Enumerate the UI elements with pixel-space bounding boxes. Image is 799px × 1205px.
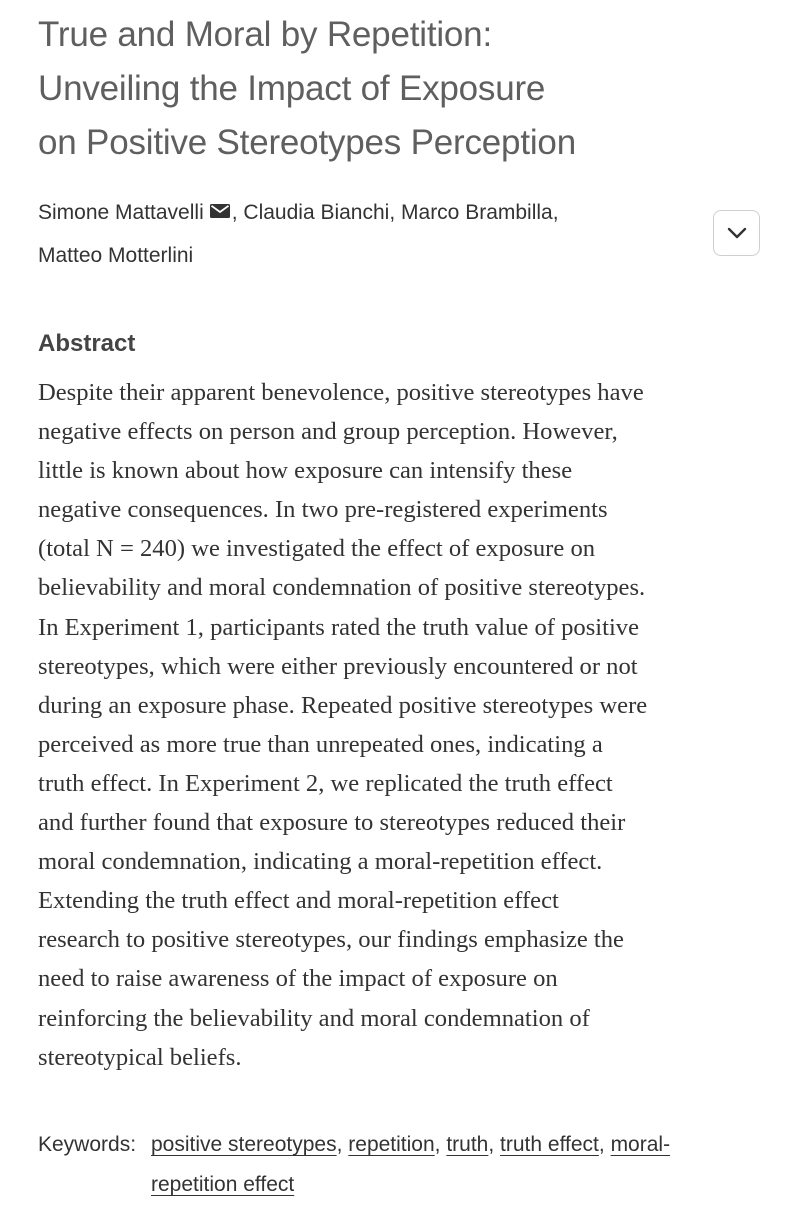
keyword-link[interactable]: moral- [610, 1133, 671, 1156]
keywords-label: Keywords: [38, 1133, 137, 1156]
abstract-line: In Experiment 1, participants rated the truth value of positive [38, 613, 639, 641]
abstract-line: (total N = 240) we investigated the effect of exposure on [38, 535, 596, 563]
abstract-line: little is known about how exposure can intensify these [38, 457, 573, 485]
title-line: True and Moral by Repetition: [38, 15, 492, 54]
author-brambilla[interactable]: Marco Brambilla [401, 201, 553, 224]
chevron-down-icon [727, 227, 747, 239]
abstract-line: moral condemnation, indicating a moral-repetition effect. [38, 848, 603, 876]
keyword-list: positive stereotypes, repetition, truth, truth effect, moral- repetition effect [151, 1133, 671, 1196]
author-motterlini[interactable]: Matteo Motterlini [38, 244, 194, 267]
author-bianchi[interactable]: Claudia Bianchi [243, 201, 390, 224]
abstract-heading: Abstract [38, 330, 136, 357]
abstract-line: and further found that exposure to stereotypes reduced their [38, 809, 626, 837]
abstract-line: perceived as more true than unrepeated ones, indicating a [38, 730, 603, 758]
abstract-line: Despite their apparent benevolence, positive stereotypes have [38, 379, 644, 406]
author-list: Simone Mattavelli , Claudia Bianchi, Marco Brambilla, Matteo Motterlini [38, 201, 559, 267]
abstract-line: stereotypical beliefs. [38, 1043, 242, 1071]
abstract-line: believability and moral condemnation of positive stereotypes. [38, 574, 646, 602]
abstract-line: during an exposure phase. Repeated positive stereotypes were [38, 691, 648, 719]
keyword-link[interactable]: truth effect [500, 1133, 599, 1156]
expand-authors-button[interactable] [713, 210, 760, 256]
keyword-link[interactable]: positive stereotypes [151, 1133, 337, 1156]
author-mattavelli[interactable]: Simone Mattavelli [38, 201, 204, 224]
title-line: on Positive Stereotypes Perception [38, 123, 576, 162]
keyword-link[interactable]: repetition [348, 1133, 435, 1156]
abstract-text [38, 373, 768, 1077]
title-line: Unveiling the Impact of Exposure [38, 69, 546, 108]
abstract-line: research to positive stereotypes, our findings emphasize the [38, 926, 624, 954]
abstract-line: negative effects on person and group perception. However, [38, 418, 618, 446]
article-title [38, 8, 758, 170]
mail-icon[interactable] [210, 204, 230, 218]
keyword-link[interactable]: repetition effect [151, 1173, 295, 1196]
abstract-line: truth effect. In Experiment 2, we replicated the truth effect [38, 769, 613, 797]
abstract-line: Extending the truth effect and moral-repetition effect [38, 887, 559, 915]
abstract-line: reinforcing the believability and moral condemnation of [38, 1004, 590, 1032]
abstract-line: negative consequences. In two pre-registered experiments [38, 496, 608, 524]
abstract-line: need to raise awareness of the impact of exposure on [38, 965, 558, 993]
abstract-line: stereotypes, which were either previously encountered or not [38, 652, 638, 680]
keyword-link[interactable]: truth [446, 1133, 489, 1156]
